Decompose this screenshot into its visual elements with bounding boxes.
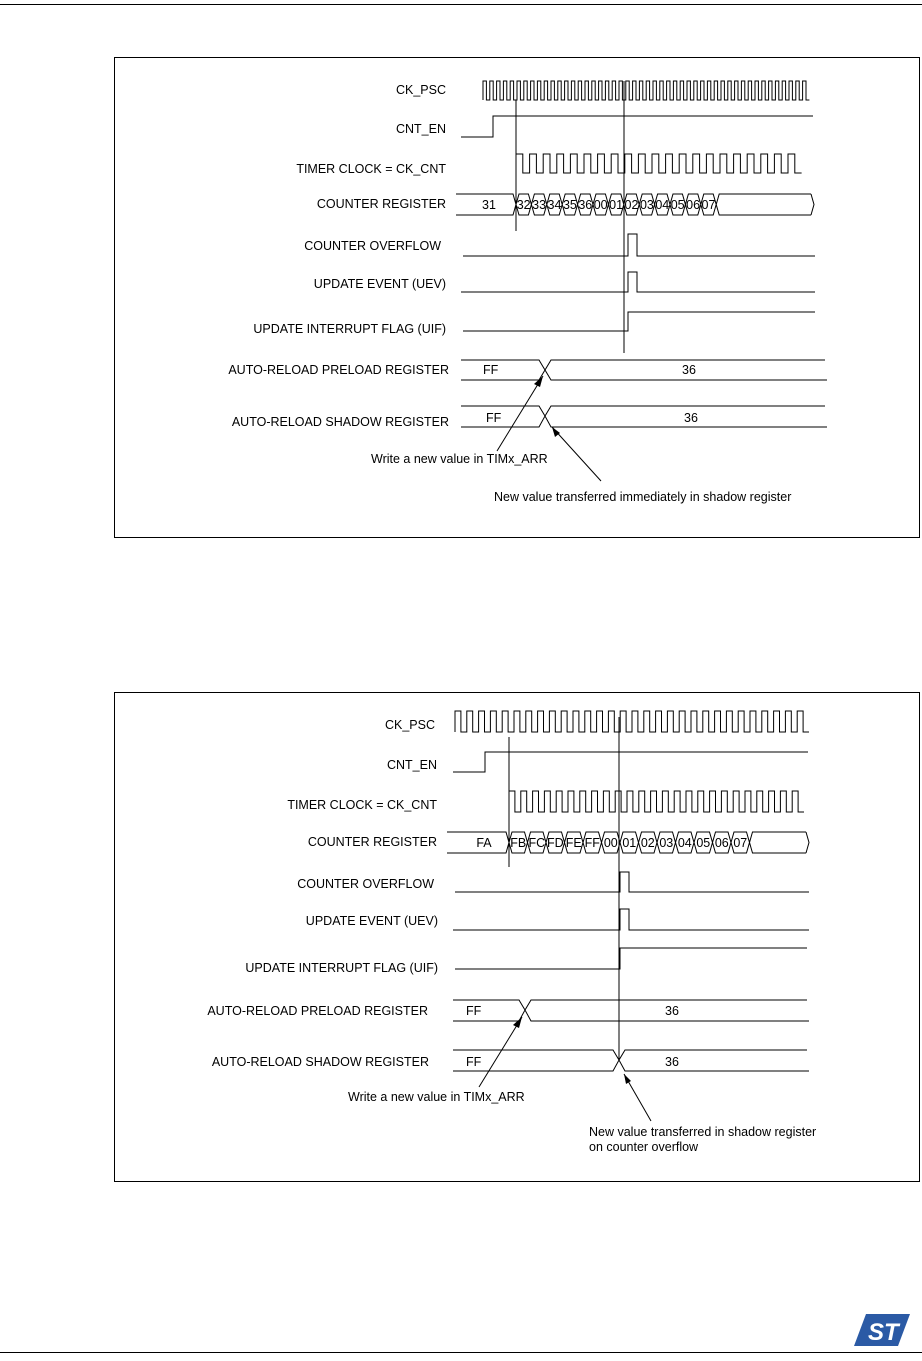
label-timer-clock: TIMER CLOCK = CK_CNT — [287, 798, 437, 812]
counter-value: 00 — [603, 836, 618, 850]
transfer-arrow-line — [552, 427, 601, 481]
counter-value: 05 — [696, 836, 711, 850]
label-update-event: UPDATE EVENT (UEV) — [305, 914, 438, 928]
label-preload: AUTO-RELOAD PRELOAD REGISTER — [228, 363, 449, 377]
label-shadow: AUTO-RELOAD SHADOW REGISTER — [231, 415, 449, 429]
write-arrowhead — [513, 1017, 522, 1028]
header-rule — [0, 4, 922, 5]
counter-value: 31 — [482, 198, 496, 212]
counter-value: 03 — [639, 198, 654, 212]
counter-value: FF — [584, 836, 600, 850]
label-update-event: UPDATE EVENT (UEV) — [313, 277, 446, 291]
update-event-waveform — [453, 909, 809, 930]
counter-values — [482, 198, 715, 212]
write-arrowhead — [534, 376, 543, 387]
counter-value: 06 — [714, 836, 729, 850]
label-cnt-en: CNT_EN — [386, 758, 437, 772]
update-event-waveform — [461, 272, 815, 292]
write-arrow-line — [497, 376, 543, 451]
label-uif: UPDATE INTERRUPT FLAG (UIF) — [245, 961, 438, 975]
counter-value: 04 — [677, 836, 692, 850]
ck-psc-waveform — [455, 711, 809, 732]
counter-value: 01 — [622, 836, 637, 850]
preload-old-value: FF — [466, 1004, 482, 1018]
counter-value: 36 — [578, 198, 593, 212]
cnt-en-waveform — [453, 752, 808, 772]
counter-value: 03 — [659, 836, 674, 850]
figure1-svg — [115, 58, 921, 539]
shadow-bus — [461, 406, 827, 427]
counter-value: 00 — [593, 198, 608, 212]
counter-values — [476, 836, 747, 850]
timing-diagram-arr-preload — [114, 692, 920, 1182]
counter-value: 35 — [562, 198, 577, 212]
label-ck-psc: CK_PSC — [395, 83, 446, 97]
counter-value: 05 — [670, 198, 685, 212]
label-counter-register: COUNTER REGISTER — [307, 835, 437, 849]
counter-value: FB — [510, 836, 527, 850]
uif-waveform — [463, 312, 815, 331]
counter-value: 06 — [686, 198, 701, 212]
shadow-new-value: 36 — [665, 1055, 679, 1069]
counter-value: FA — [476, 836, 492, 850]
label-timer-clock: TIMER CLOCK = CK_CNT — [296, 162, 446, 176]
shadow-bus — [453, 1050, 809, 1071]
timer-clock-waveform — [516, 154, 802, 173]
counter-value: FD — [546, 836, 564, 850]
counter-value: 02 — [624, 198, 639, 212]
counter-value: 07 — [701, 198, 716, 212]
transfer-annotation-line2: on counter overflow — [589, 1140, 699, 1154]
counter-value: 32 — [516, 198, 531, 212]
label-cnt-en: CNT_EN — [395, 122, 446, 136]
transfer-arrowhead — [552, 427, 560, 437]
counter-value: 02 — [640, 836, 655, 850]
transfer-annotation: New value transferred immediately in shadow register — [494, 490, 792, 504]
timing-diagram-arr-immediate — [114, 57, 920, 538]
counter-value: FC — [528, 836, 546, 850]
preload-bus — [453, 1000, 809, 1021]
write-annotation: Write a new value in TIMx_ARR — [371, 452, 548, 466]
shadow-old-value: FF — [486, 411, 502, 425]
cnt-en-waveform — [461, 116, 813, 137]
counter-value: 07 — [733, 836, 748, 850]
timer-clock-waveform — [509, 791, 804, 812]
label-counter-overflow: COUNTER OVERFLOW — [297, 877, 434, 891]
svg-text:ST: ST — [868, 1319, 899, 1346]
label-uif: UPDATE INTERRUPT FLAG (UIF) — [253, 322, 446, 336]
transfer-annotation-line1: New value transferred in shadow register — [589, 1125, 817, 1139]
counter-value: 01 — [609, 198, 624, 212]
preload-new-value: 36 — [682, 363, 696, 377]
preload-new-value: 36 — [665, 1004, 679, 1018]
transfer-arrowhead — [624, 1074, 631, 1084]
preload-bus — [461, 360, 827, 380]
write-arrow-line — [479, 1017, 522, 1087]
shadow-old-value: FF — [466, 1055, 482, 1069]
st-logo-icon — [852, 1312, 912, 1350]
counter-value: FE — [565, 836, 582, 850]
shadow-new-value: 36 — [684, 411, 698, 425]
counter-value: 04 — [655, 198, 670, 212]
uif-waveform — [455, 948, 807, 969]
preload-old-value: FF — [483, 363, 499, 377]
label-ck-psc: CK_PSC — [384, 718, 435, 732]
label-preload: AUTO-RELOAD PRELOAD REGISTER — [207, 1004, 428, 1018]
label-shadow: AUTO-RELOAD SHADOW REGISTER — [211, 1055, 429, 1069]
counter-value: 33 — [532, 198, 547, 212]
counter-value: 34 — [547, 198, 562, 212]
label-counter-overflow: COUNTER OVERFLOW — [304, 239, 441, 253]
footer-rule — [0, 1352, 922, 1353]
ck-psc-waveform — [483, 81, 809, 100]
write-annotation: Write a new value in TIMx_ARR — [348, 1090, 525, 1104]
figure2-svg — [115, 693, 921, 1183]
label-counter-register: COUNTER REGISTER — [316, 197, 446, 211]
counter-overflow-waveform — [455, 872, 809, 892]
counter-overflow-waveform — [463, 234, 815, 256]
